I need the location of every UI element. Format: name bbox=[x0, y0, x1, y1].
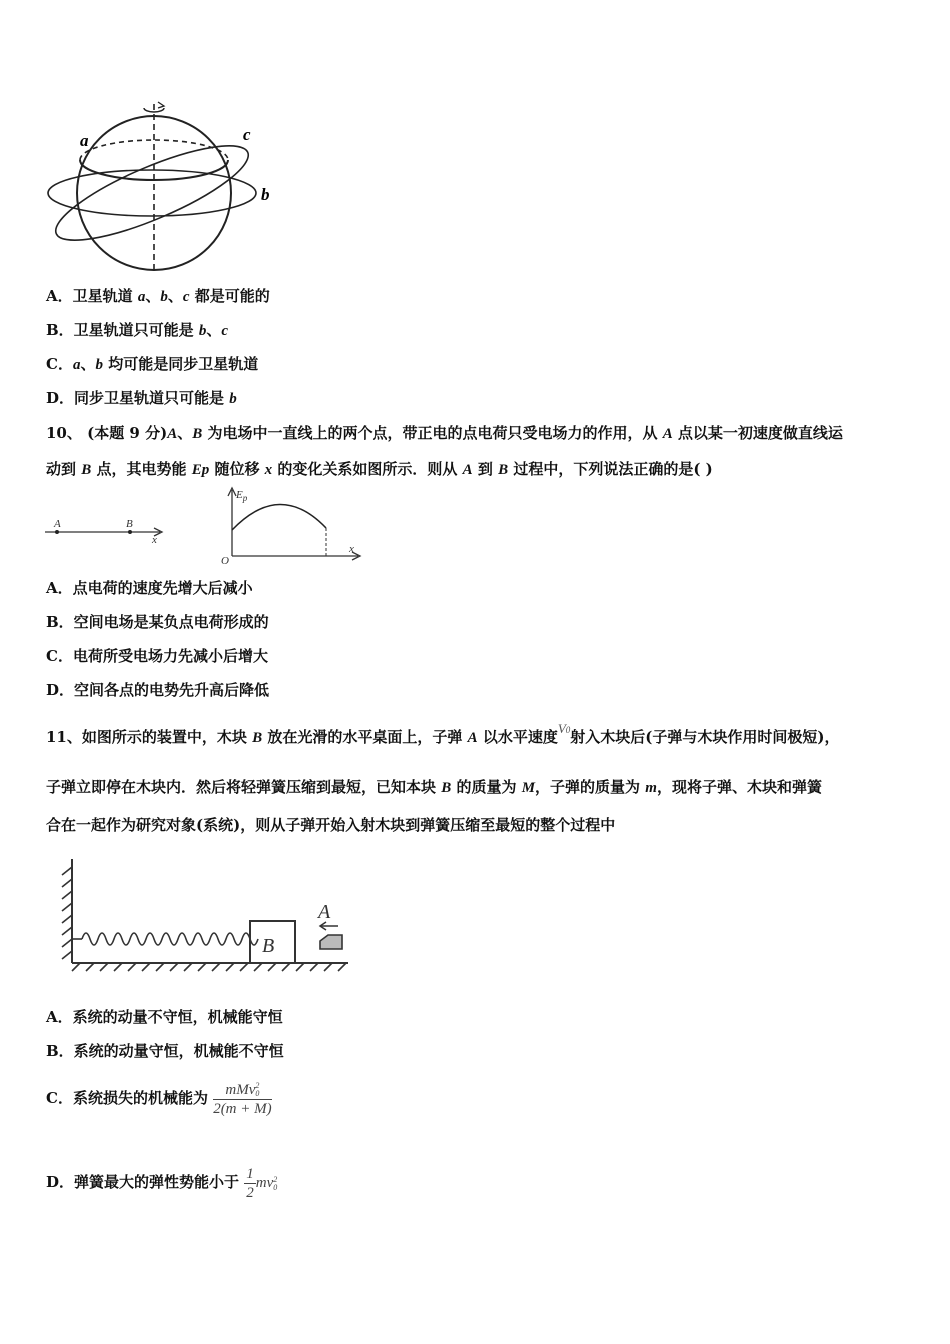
mv0-squared: mv 2 0 bbox=[255, 1174, 278, 1192]
q11-option-d: D．弹簧最大的弹性势能小于 $\frac{1}{2}$ mv 2 0 bbox=[46, 1165, 278, 1201]
block-b-label: B bbox=[262, 935, 275, 957]
q11-option-c: C．系统损失的机械能为 mMv 2 0 2(m + M) bbox=[46, 1081, 272, 1117]
point-a-label: A bbox=[54, 518, 61, 530]
bullet-a-label: A bbox=[318, 901, 331, 923]
orbit-label-a: a bbox=[80, 131, 89, 150]
orbit-label-c: c bbox=[243, 125, 251, 144]
spring-block-figure bbox=[58, 855, 358, 975]
q10-option-a: A．点电荷的速度先增大后减小 bbox=[46, 579, 253, 597]
axis-x-label: x bbox=[152, 534, 157, 546]
q11-stem-line1: 11、如图所示的装置中，木块 B 放在光滑的水平桌面上，子弹 A 以水平速度V0射入木块后(子弹与木块作用时间极短)， bbox=[46, 721, 840, 746]
q9-option-d: D．同步卫星轨道只可能是 b bbox=[46, 389, 237, 407]
orbit-label-b: b bbox=[261, 185, 270, 204]
v0-symbol: V0 bbox=[557, 721, 571, 736]
q11-stem-line3: 合在一起作为研究对象(系统)，则从子弹开始入射木块到弹簧压缩至最短的整个过程中 bbox=[46, 816, 616, 834]
half-fraction: $\frac{1}{2}$ bbox=[246, 1165, 254, 1201]
q10-option-b: B．空间电场是某负点电荷形成的 bbox=[46, 613, 269, 631]
q9-option-c: C．a、b 均可能是同步卫星轨道 bbox=[46, 355, 259, 373]
q10-stem-line1: 10、 (本题 9 分)A、B 为电场中一直线上的两个点，带正电的点电荷只受电场力的作用，从 A 点以某一初速度做直线运 bbox=[46, 424, 843, 442]
q10-stem-line2: 动到 B 点，其电势能 Ep 随位移 x 的变化关系如图所示．则从 A 到 B 过程中，下列说法正确的是( ) bbox=[46, 460, 713, 478]
point-b-label: B bbox=[126, 518, 133, 530]
x-axis-label: x bbox=[349, 543, 354, 555]
q10-ep-graph bbox=[218, 486, 368, 566]
q11-option-b: B．系统的动量守恒，机械能不守恒 bbox=[46, 1042, 284, 1060]
q11-option-a: A．系统的动量不守恒，机械能守恒 bbox=[46, 1008, 283, 1026]
q10-line-figure bbox=[42, 512, 172, 548]
q10-option-d: D．空间各点的电势先升高后降低 bbox=[46, 681, 270, 699]
origin-label: O bbox=[221, 555, 229, 566]
ep-axis-label: $E_p$ bbox=[236, 489, 248, 503]
energy-loss-fraction: mMv 2 0 2(m + M) bbox=[213, 1081, 272, 1117]
q9-option-b: B．卫星轨道只可能是 b、c bbox=[46, 321, 229, 339]
satellite-orbit-figure bbox=[40, 96, 280, 276]
q9-option-a: A．卫星轨道 a、b、c 都是可能的 bbox=[46, 287, 270, 305]
q11-stem-line2: 子弹立即停在木块内．然后将轻弹簧压缩到最短，已知本块 B 的质量为 M，子弹的质量为 m，现将子弹、木块和弹簧 bbox=[46, 778, 822, 796]
q10-option-c: C．电荷所受电场力先减小后增大 bbox=[46, 647, 268, 665]
